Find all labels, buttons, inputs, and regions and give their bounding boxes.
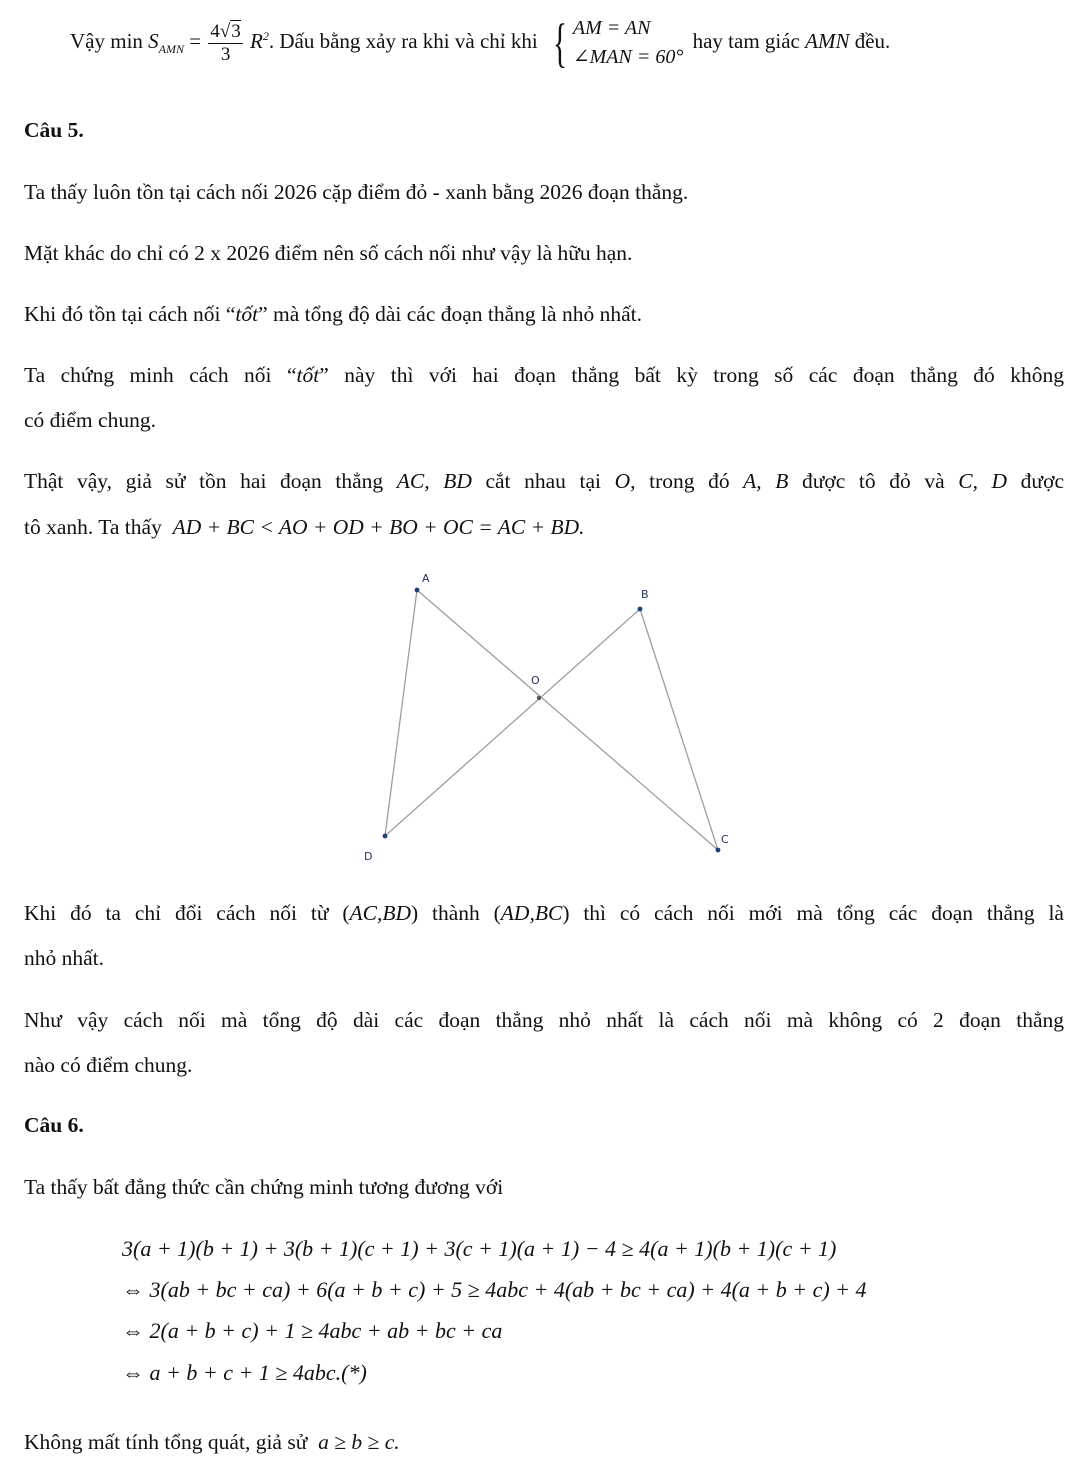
p6-m1: AC,BD bbox=[349, 901, 411, 925]
area-symbol: $S_{AMN}$ bbox=[148, 28, 184, 56]
paragraph-6-line-2: nhỏ nhất. bbox=[24, 946, 105, 970]
p5-inequality: AD + BC < AO + OD + BO + OC = AC + BD. bbox=[172, 515, 585, 539]
paragraph-4-line-2: có điểm chung. bbox=[24, 408, 156, 432]
p5-e: được bbox=[1020, 469, 1064, 493]
paragraph-3-italic: tốt bbox=[235, 302, 259, 326]
paragraph-3 bbox=[24, 302, 642, 328]
conclusion-text-final: đều. bbox=[854, 28, 891, 53]
label-C: C bbox=[721, 833, 729, 846]
p6-b: ) thành ( bbox=[411, 901, 501, 925]
point-D bbox=[383, 834, 388, 839]
triangle-name: AMN bbox=[805, 28, 850, 53]
label-B: B bbox=[641, 588, 649, 601]
conclusion-text-start: Vậy min bbox=[70, 28, 143, 53]
geometry-figure bbox=[330, 560, 770, 880]
segment-BC bbox=[640, 609, 718, 850]
paragraph-1: Ta thấy luôn tồn tại cách nối 2026 cặp điểm đỏ - xanh bằng 2026 đoạn thẳng. bbox=[24, 180, 689, 204]
segment-BD bbox=[385, 609, 640, 836]
point-O bbox=[537, 696, 541, 700]
paragraph-3-start: Khi đó tồn tại cách nối “ bbox=[24, 302, 236, 326]
conclusion-text-end: hay tam giác bbox=[692, 28, 800, 53]
paragraph-7-line-2: nào có điểm chung. bbox=[24, 1053, 193, 1077]
segment-AD bbox=[385, 590, 417, 836]
label-O: O bbox=[531, 674, 540, 687]
paragraph-6-line-1 bbox=[24, 901, 1064, 927]
p5-line2-text: tô xanh. Ta thấy bbox=[24, 515, 162, 539]
paragraph-7-line-1: Như vậy cách nối mà tổng độ dài các đoạn thẳng nhỏ nhất là cách nối mà không có 2 đoạn thẳng bbox=[24, 1008, 1064, 1032]
p5-segments: AC, BD bbox=[396, 469, 472, 493]
paragraph-cau6-intro: Ta thấy bất đẳng thức cần chứng minh tương đương với bbox=[24, 1175, 504, 1199]
p5-o: O, bbox=[614, 469, 636, 493]
segment-AC bbox=[417, 590, 718, 850]
cases-system: { AM = AN ∠MAN = 60° bbox=[552, 13, 684, 73]
p5-a: Thật vậy, giả sử tồn hai đoạn thẳng bbox=[24, 469, 384, 493]
equation-3: ⇔ 2(a + b + c) + 1 ≥ 4abc + ab + bc + ca bbox=[122, 1318, 503, 1343]
paragraph-5-line-2 bbox=[24, 515, 585, 541]
p5-cd: C, D bbox=[958, 469, 1008, 493]
p5-c: trong đó bbox=[649, 469, 730, 493]
last-inequality: a ≥ b ≥ c. bbox=[318, 1430, 400, 1454]
equation-1: 3(a + 1)(b + 1) + 3(b + 1)(c + 1) + 3(c + 1)(a + 1) − 4 ≥ 4(a + 1)(b + 1)(c + 1) bbox=[122, 1236, 837, 1261]
heading-cau-6: Câu 6. bbox=[24, 1113, 84, 1137]
case-1: AM = AN bbox=[572, 17, 651, 39]
case-2: ∠MAN = 60° bbox=[572, 46, 684, 68]
p4-start: Ta chứng minh cách nối “ bbox=[24, 363, 297, 387]
label-A: A bbox=[422, 572, 430, 585]
paragraph-2: Mặt khác do chỉ có 2 x 2026 điểm nên số cách nối như vậy là hữu hạn. bbox=[24, 241, 633, 265]
conclusion-text-mid: . Dấu bằng xảy ra khi và chỉ khi bbox=[268, 28, 538, 53]
r-squared: $R^2$ bbox=[250, 28, 269, 53]
point-A bbox=[415, 588, 420, 593]
conclusion-line: Vậy $\min S_{AMN}$ = $\frac{4√3}{3}$ $R^2$. Dấu bằng xảy ra khi và chỉ khi { AM = AN ∠MAN = 60° hay tam giác AMN đều. bbox=[70, 13, 891, 73]
paragraph-last bbox=[24, 1430, 400, 1456]
p5-ab: A, B bbox=[743, 469, 789, 493]
equation-2: ⇔ 3(ab + bc + ca) + 6(a + b + c) + 5 ≥ 4abc + 4(ab + bc + ca) + 4(a + b + c) + 4 bbox=[122, 1277, 867, 1302]
p6-a: Khi đó ta chỉ đổi cách nối từ ( bbox=[24, 901, 350, 925]
point-C bbox=[716, 848, 721, 853]
equation-4: ⇔ a + b + c + 1 ≥ 4abc.(*) bbox=[122, 1360, 367, 1385]
p5-d: được tô đỏ và bbox=[802, 469, 945, 493]
paragraph-5-line-1 bbox=[24, 469, 1064, 495]
point-B bbox=[638, 607, 643, 612]
last-text: Không mất tính tổng quát, giả sử bbox=[24, 1430, 308, 1454]
fraction: $\frac{4√3}{3}$ bbox=[210, 20, 241, 65]
label-D: D bbox=[364, 850, 373, 863]
p4-italic: tốt bbox=[296, 363, 320, 387]
paragraph-3-end: ” mà tổng độ dài các đoạn thẳng là nhỏ nhất. bbox=[258, 302, 642, 326]
paragraph-4-line-1 bbox=[24, 363, 1064, 389]
p6-c: ) thì có cách nối mới mà tổng các đoạn thẳng là bbox=[562, 901, 1064, 925]
p5-b: cắt nhau tại bbox=[485, 469, 601, 493]
p4-end: ” này thì với hai đoạn thẳng bất kỳ trong số các đoạn thẳng đó không bbox=[319, 363, 1065, 387]
p6-m2: AD,BC bbox=[500, 901, 563, 925]
heading-cau-5: Câu 5. bbox=[24, 118, 84, 142]
